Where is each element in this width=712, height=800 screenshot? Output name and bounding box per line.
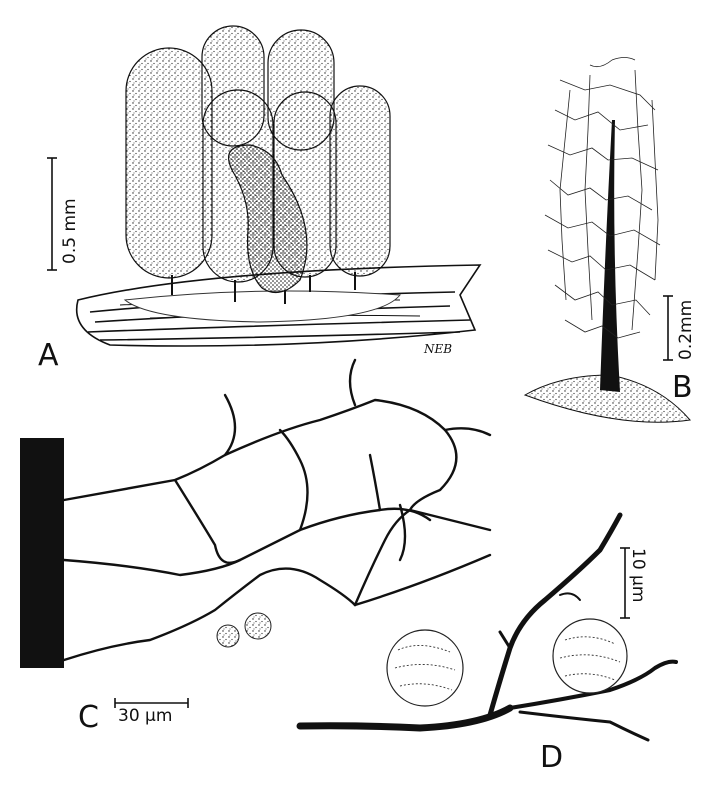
- sporangium-stalk: [600, 120, 620, 392]
- scale-label-a: 0.5 mm: [60, 198, 80, 264]
- scale-label-b: 0.2mm: [676, 299, 696, 360]
- panel-a-illustration: [47, 26, 480, 346]
- panel-letter-b: B: [672, 370, 693, 405]
- artist-initials: NEB: [424, 342, 453, 356]
- spore: [387, 630, 463, 706]
- scale-label-d: 10 µm: [628, 548, 648, 603]
- scale-label-c: 30 µm: [118, 706, 173, 726]
- panel-letter-d: D: [540, 740, 564, 775]
- scale-bar-a: [47, 158, 57, 270]
- capillitium-b: [545, 58, 660, 339]
- panel-letter-c: C: [78, 700, 99, 735]
- panel-b-illustration: [525, 58, 690, 423]
- panel-d-illustration: [300, 515, 676, 740]
- spore: [217, 625, 239, 647]
- stalk-column: [20, 438, 64, 668]
- capillitial-thread: [300, 515, 676, 740]
- spore: [245, 613, 271, 639]
- spore: [553, 619, 627, 693]
- capillitium-c: [64, 360, 490, 660]
- sporangia-bodies: [126, 26, 390, 293]
- scale-bar-b: [663, 296, 673, 360]
- panel-letter-a: A: [38, 338, 59, 373]
- spores-c: [217, 613, 271, 647]
